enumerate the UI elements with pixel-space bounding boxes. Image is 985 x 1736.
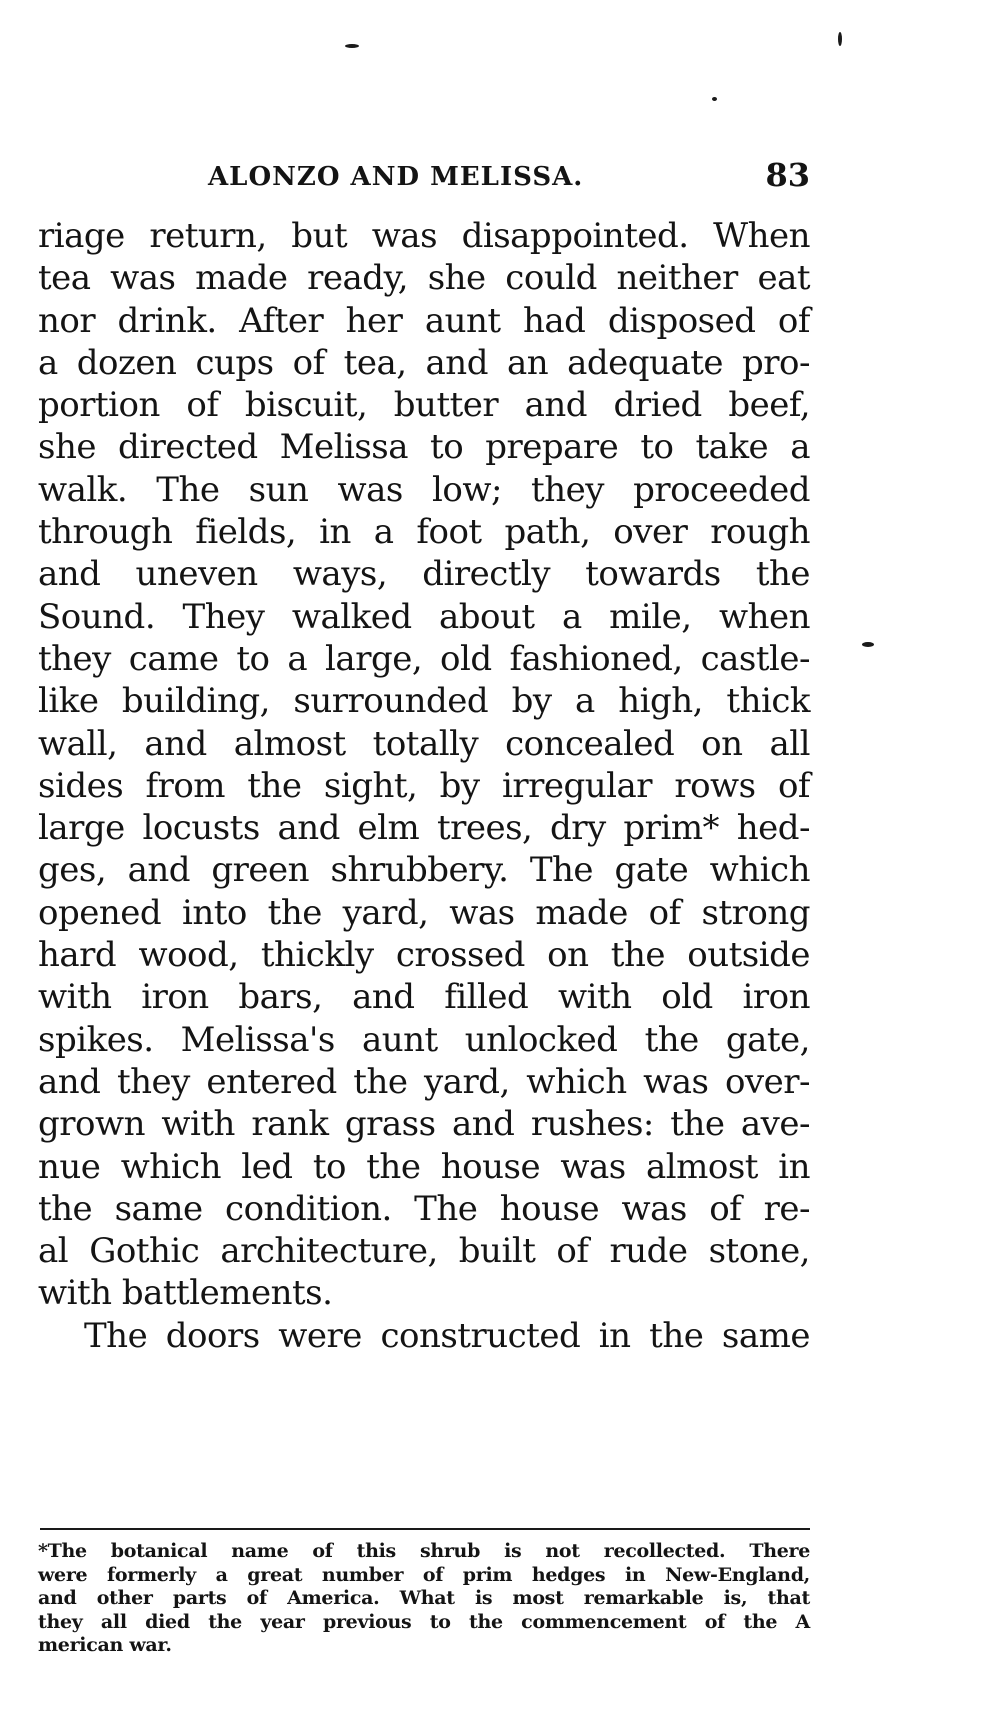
text-line: riage return, but was disappointed. When — [38, 216, 810, 256]
footnote-line: merican war. — [38, 1634, 172, 1656]
text-line: wall, and almost totally concealed on all — [38, 723, 810, 764]
footnote-line: they all died the year previous to the commencement of the A — [38, 1610, 810, 1633]
footnote-line: *The botanical name of this shrub is not recollected. There — [38, 1540, 810, 1562]
text-line: the same condition. The house was of re- — [38, 1188, 810, 1229]
page-number: 83 — [765, 156, 810, 194]
footnote-line: and other parts of America. What is most remarkable is, that — [38, 1587, 810, 1609]
text-line: large locusts and elm trees, dry prim* hed- — [38, 808, 810, 849]
footnote-line: were formerly a great number of prim hedges in New-England, — [38, 1563, 810, 1586]
text-line: she directed Melissa to prepare to take a — [38, 427, 810, 468]
text-line: Sound. They walked about a mile, when — [38, 596, 810, 637]
text-line: like building, surrounded by a high, thick — [38, 681, 810, 722]
text-line: and uneven ways, directly towards the — [38, 554, 810, 595]
text-line: a dozen cups of tea, and an adequate pro- — [38, 342, 810, 383]
text-line: nue which led to the house was almost in — [38, 1146, 810, 1187]
text-line: with iron bars, and filled with old iron — [38, 977, 810, 1018]
running-header — [40, 156, 810, 196]
text-line: portion of biscuit, butter and dried beef, — [38, 385, 810, 426]
text-line: opened into the yard, was made of strong — [38, 892, 810, 933]
text-line: they came to a large, old fashioned, castle- — [38, 638, 810, 679]
paragraph-start-line: The doors were constructed in the same — [84, 1315, 810, 1356]
text-line: tea was made ready, she could neither eat — [38, 258, 810, 299]
scan-speck — [712, 97, 717, 101]
text-line: ges, and green shrubbery. The gate which — [38, 850, 810, 891]
text-line: through fields, in a foot path, over rough — [38, 512, 810, 553]
scan-speck — [345, 44, 359, 48]
body-text — [38, 215, 810, 1357]
footnote-rule — [40, 1528, 810, 1530]
footnote — [38, 1540, 810, 1658]
text-line: nor drink. After her aunt had disposed of — [38, 300, 810, 341]
text-line: grown with rank grass and rushes: the ave- — [38, 1104, 810, 1145]
running-title: ALONZO AND MELISSA. — [208, 162, 584, 192]
text-line: sides from the sight, by irregular rows of — [38, 765, 810, 806]
text-line: and they entered the yard, which was over- — [38, 1061, 810, 1102]
text-line: al Gothic architecture, built of rude stone, — [38, 1231, 810, 1272]
text-line: walk. The sun was low; they proceeded — [38, 469, 810, 510]
scan-speck — [838, 32, 842, 46]
text-line: hard wood, thickly crossed on the outside — [38, 935, 810, 976]
text-line: spikes. Melissa's aunt unlocked the gate, — [38, 1019, 810, 1060]
scan-speck — [862, 642, 874, 647]
paragraph-end-line: with battlements. — [38, 1273, 333, 1314]
